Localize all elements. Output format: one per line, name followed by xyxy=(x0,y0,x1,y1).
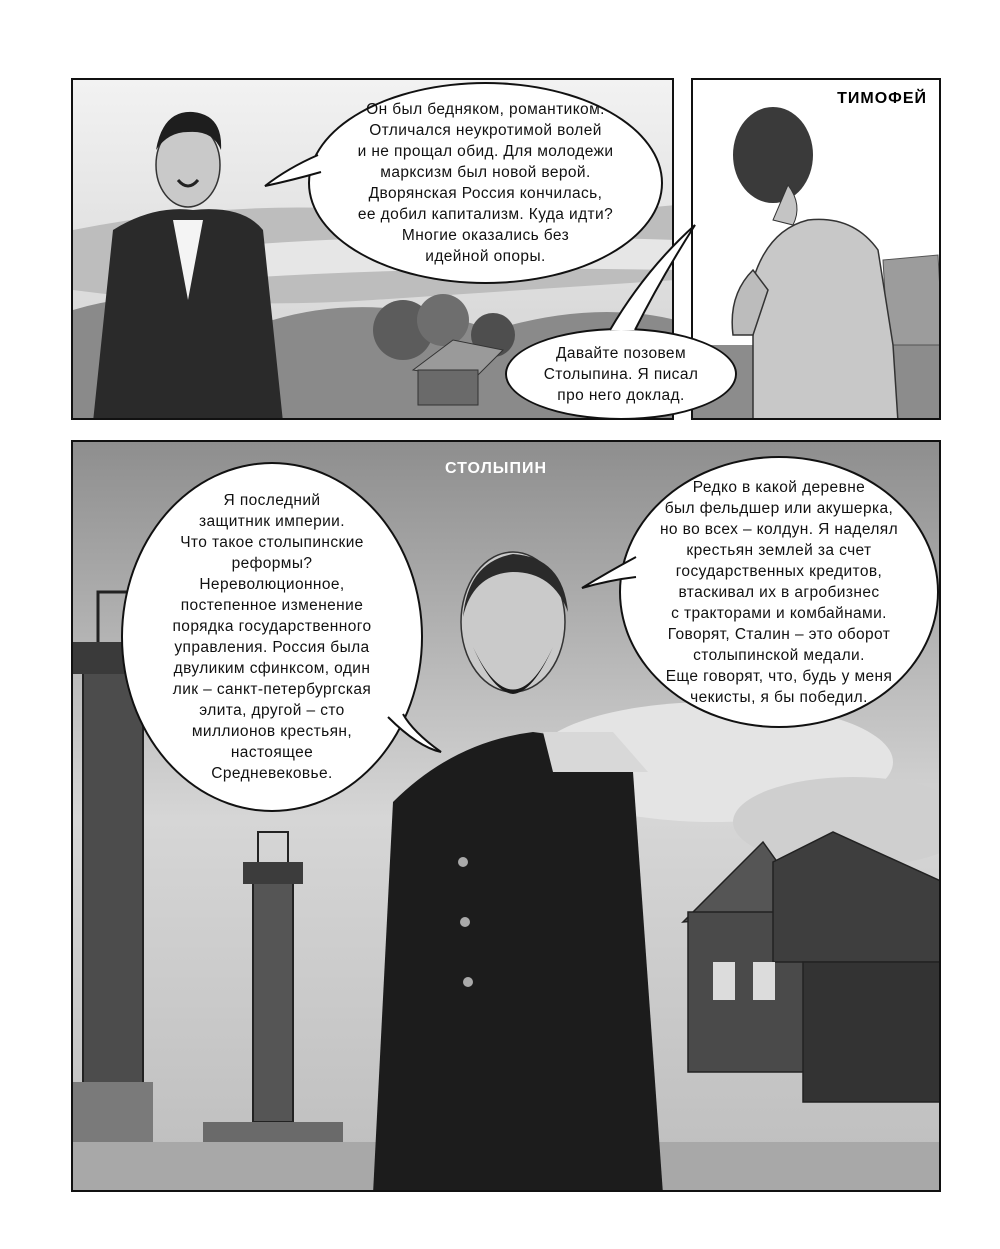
speech-bubble-timofey xyxy=(505,328,737,420)
bubble-tail xyxy=(263,150,323,190)
speech-bubble-text: Я последний защитник империи. Что такое столыпинские реформы? Нереволюционное, постепенное изменение порядка государственного управления. Россия была двуликим сфинксом, один лик – санкт-петербургская элита, другой – сто миллионов крестьян, настоящее Средневековье. xyxy=(172,492,372,782)
speech-bubble-text: Давайте позовем Столыпина. Я писал про него доклад. xyxy=(543,344,699,404)
bubble-tail xyxy=(578,552,638,592)
speaker-name: СТОЛЫПИН xyxy=(445,460,548,477)
speaker-name: ТИМОФЕЙ xyxy=(837,90,927,107)
bubble-tail xyxy=(590,220,700,332)
speech-bubble-stolypin-right xyxy=(619,456,939,728)
bubble-tail xyxy=(383,712,443,762)
speech-bubble-text: Он был бедняком, романтиком. Отличался неукротимой волей и не прощал обид. Для молодежи марксизм был новой верой. Дворянская Россия кончилась, ее добил капитализм. Куда идти? Многие оказались без идейной опоры. xyxy=(357,101,614,265)
speech-bubble-text: Редко в какой деревне был фельдшер или акушерка, но во всех – колдун. Я наделял крестьян землей за счет государственных кредитов, втаскивал их в агробизнес с тракторами и комбайнами. Говорят, Сталин – это оборот столыпинской медали. Еще говорят, что, будь у меня чекисты, я бы победил. xyxy=(659,478,899,706)
panel-3 xyxy=(71,440,941,1192)
speech-bubble-stolypin-left xyxy=(121,462,423,812)
